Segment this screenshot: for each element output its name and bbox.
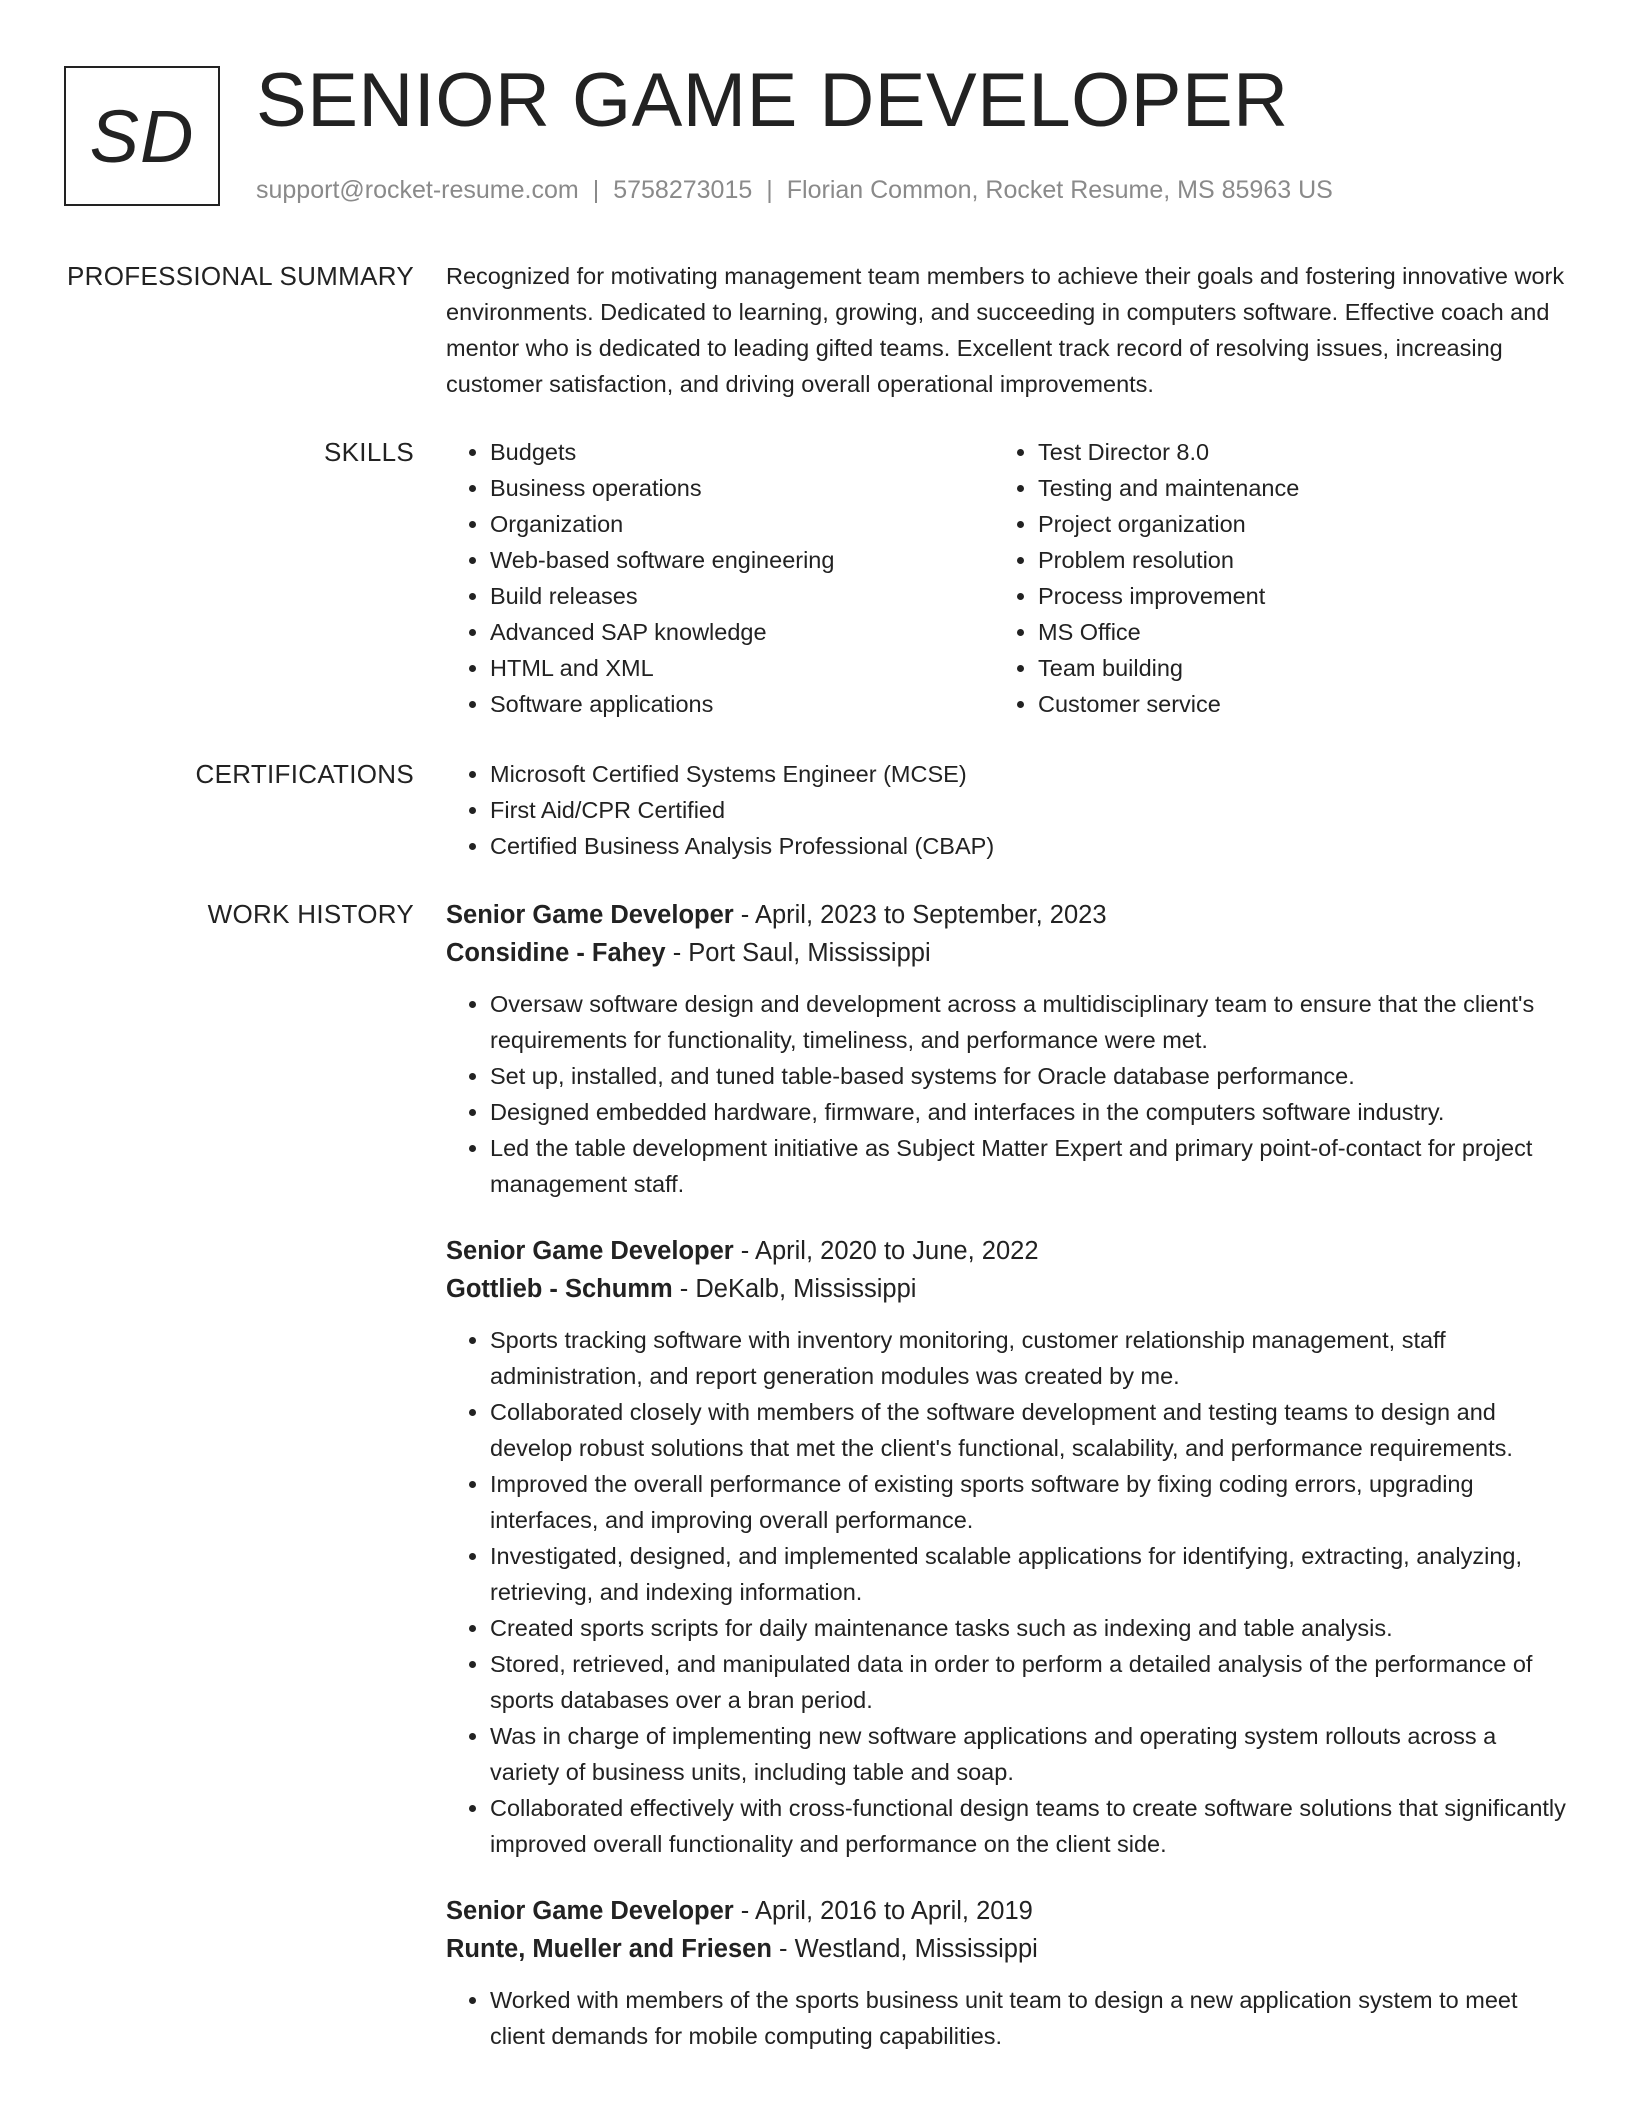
job-bullet: • Improved the overall performance of existing sports software by fixing coding errors, upgrading interfaces, and improving overall performance.	[490, 1466, 1566, 1538]
section-heading: SKILLS	[324, 437, 414, 467]
company-name: Considine - Fahey	[446, 939, 666, 967]
skill-item: • MS Office	[1038, 614, 1542, 650]
job-company-line	[446, 1270, 1566, 1308]
skill-item: • Budgets	[490, 434, 994, 470]
contact-separator: |	[766, 176, 773, 204]
skill-item: • Organization	[490, 506, 994, 542]
job-bullet: • Set up, installed, and tuned table-based systems for Oracle database performance.	[490, 1058, 1566, 1094]
job-bullet: • Collaborated effectively with cross-functional design teams to create software solutions that significantly improved overall functionality and performance on the client side.	[490, 1790, 1566, 1862]
job-company-line	[446, 934, 1566, 972]
section-heading: PROFESSIONAL SUMMARY	[67, 261, 414, 291]
certification-item: • Microsoft Certified Systems Engineer (MCSE)	[490, 756, 1566, 792]
job-bullet: • Stored, retrieved, and manipulated data in order to perform a detailed analysis of the performance of sports databases over a bran period.	[490, 1646, 1566, 1718]
page-title: SENIOR GAME DEVELOPER	[256, 58, 1289, 143]
job-title: Senior Game Developer	[446, 901, 734, 929]
skills-list-right	[994, 434, 1542, 722]
skill-item: • Team building	[1038, 650, 1542, 686]
job-bullet: • Oversaw software design and development across a multidisciplinary team to ensure that the client's requirements for functionality, timeliness, and performance were met.	[490, 986, 1566, 1058]
phone-text: 5758273015	[613, 176, 753, 204]
contact-separator: |	[592, 176, 600, 204]
job-bullet: • Investigated, designed, and implemented scalable applications for identifying, extracting, analyzing, retrieving, and indexing information.	[490, 1538, 1566, 1610]
job-company-line	[446, 1930, 1566, 1968]
job-bullets	[446, 1982, 1566, 2054]
job-bullet: • Worked with members of the sports business unit team to design a new application system to meet client demands for mobile computing capabilities.	[490, 1982, 1566, 2054]
skill-item: • Web-based software engineering	[490, 542, 994, 578]
section-heading: CERTIFICATIONS	[195, 759, 414, 789]
email-text: support@rocket-resume.com	[256, 176, 579, 204]
job-dates: - April, 2020 to June, 2022	[733, 1237, 1039, 1265]
job-bullet: • Sports tracking software with inventory monitoring, customer relationship management, staff administration, and report generation modules was created by me.	[490, 1322, 1566, 1394]
skills-grid	[446, 434, 1566, 722]
job-bullet: • Led the table development initiative as Subject Matter Expert and primary point-of-contact for project management staff.	[490, 1130, 1566, 1202]
skill-item: • Process improvement	[1038, 578, 1542, 614]
job-bullet: • Collaborated closely with members of the software development and testing teams to design and develop robust solutions that met the client's functional, scalability, and performance requirements.	[490, 1394, 1566, 1466]
job-title-line	[446, 1892, 1566, 1930]
job-entry	[446, 1892, 1566, 2054]
work-history-body	[446, 896, 1566, 2084]
certifications-body	[446, 756, 1566, 864]
company-location: - Westland, Mississippi	[771, 1935, 1038, 1963]
skill-item: • Project organization	[1038, 506, 1542, 542]
job-dates: - April, 2023 to September, 2023	[733, 901, 1107, 929]
summary-body	[446, 258, 1566, 402]
skill-item: • Customer service	[1038, 686, 1542, 722]
skill-item: • Software applications	[490, 686, 994, 722]
job-dates: - April, 2016 to April, 2019	[733, 1897, 1033, 1925]
job-entry	[446, 896, 1566, 1202]
company-location: - DeKalb, Mississippi	[672, 1275, 917, 1303]
job-bullet: • Created sports scripts for daily maintenance tasks such as indexing and table analysis.	[490, 1610, 1566, 1646]
monogram-logo: SD	[64, 66, 220, 206]
job-title-line	[446, 1232, 1566, 1270]
skill-item: • Test Director 8.0	[1038, 434, 1542, 470]
contact-line	[256, 174, 1333, 206]
skill-item: • Build releases	[490, 578, 994, 614]
job-bullets	[446, 1322, 1566, 1862]
job-bullet: • Designed embedded hardware, firmware, and interfaces in the computers software industry.	[490, 1094, 1566, 1130]
address-text: Florian Common, Rocket Resume, MS 85963 US	[786, 176, 1333, 204]
skill-item: • Testing and maintenance	[1038, 470, 1542, 506]
company-location: - Port Saul, Mississippi	[665, 939, 931, 967]
certifications-list	[446, 756, 1566, 864]
certification-item: • First Aid/CPR Certified	[490, 792, 1566, 828]
section-heading: WORK HISTORY	[207, 899, 414, 929]
skill-item: • HTML and XML	[490, 650, 994, 686]
skills-list-left	[446, 434, 994, 722]
job-entry	[446, 1232, 1566, 1862]
certification-item: • Certified Business Analysis Professional (CBAP)	[490, 828, 1566, 864]
job-title: Senior Game Developer	[446, 1897, 734, 1925]
job-title: Senior Game Developer	[446, 1237, 734, 1265]
company-name: Runte, Mueller and Friesen	[446, 1935, 772, 1963]
job-bullet: • Was in charge of implementing new software applications and operating system rollouts across a variety of business units, including table and soap.	[490, 1718, 1566, 1790]
company-name: Gottlieb - Schumm	[446, 1275, 673, 1303]
job-bullets	[446, 986, 1566, 1202]
job-title-line	[446, 896, 1566, 934]
skill-item: • Problem resolution	[1038, 542, 1542, 578]
skills-body	[446, 434, 1566, 722]
skill-item: • Advanced SAP knowledge	[490, 614, 994, 650]
skill-item: • Business operations	[490, 470, 994, 506]
summary-text: Recognized for motivating management team members to achieve their goals and fostering innovative work environments. Dedicated to learning, growing, and succeeding in computers software. Effective coach and mentor who is dedicated to leading gifted teams. Excellent track record of resolving issues, increasing customer satisfaction, and driving overall operational improvements.	[446, 263, 1565, 397]
